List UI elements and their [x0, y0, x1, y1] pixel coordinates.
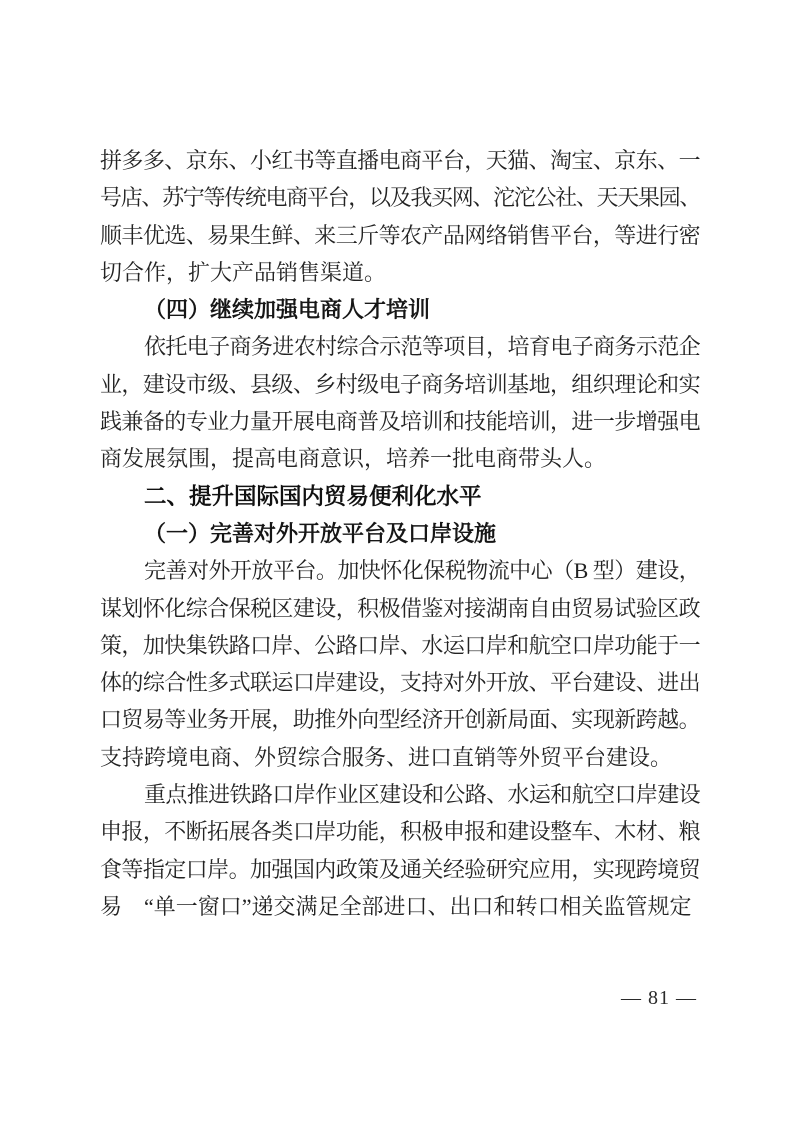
text-line: 完善对外开放平台。加快怀化保税物流中心（B 型）建设， [144, 558, 701, 584]
text-line: 业，建设市级、县级、乡村级电子商务培训基地，组织理论和实 [100, 371, 701, 397]
text-line: 申报，不断拓展各类口岸功能，积极申报和建设整车、木材、粮 [100, 819, 701, 845]
text-line: 谋划怀化综合保税区建设，积极借鉴对接湖南自由贸易试验区政 [100, 595, 701, 621]
text-line: 践兼备的专业力量开展电商普及培训和技能培训，进一步增强电 [100, 409, 701, 435]
page-number: — 81 — [621, 987, 697, 1009]
text-line: 口贸易等业务开展，助推外向型经济开创新局面、实现新跨越。 [100, 707, 701, 733]
section-heading: （一）完善对外开放平台及口岸设施 [144, 520, 497, 546]
text-line: 依托电子商务进农村综合示范等项目，培育电子商务示范企 [144, 334, 701, 360]
text-line: 重点推进铁路口岸作业区建设和公路、水运和航空口岸建设 [144, 782, 701, 808]
text-line: 拼多多、京东、小红书等直播电商平台，天猫、淘宝、京东、一 [100, 148, 701, 173]
text-line: 顺丰优选、易果生鲜、来三斤等农产品网络销售平台，等进行密 [100, 222, 701, 248]
text-line: 易 “单一窗口”递交满足全部进口、出口和转口相关监管规定 [100, 893, 692, 919]
section-heading: （四）继续加强电商人才培训 [144, 297, 431, 323]
text-line: 支持跨境电商、外贸综合服务、进口直销等外贸平台建设。 [100, 744, 673, 770]
text-line: 号店、苏宁等传统电商平台，以及我买网、沱沱公社、天天果园、 [100, 185, 701, 211]
section-heading: 二、提升国际国内贸易便利化水平 [144, 483, 482, 509]
text-block [100, 142, 700, 925]
text-line: 商发展氛围，提高电商意识，培养一批电商带头人。 [100, 446, 607, 472]
text-line: 切合作，扩大产品销售渠道。 [100, 259, 387, 285]
text-line: 策，加快集铁路口岸、公路口岸、水运口岸和航空口岸功能于一 [100, 632, 701, 658]
text-line: 体的综合性多式联运口岸建设，支持对外开放、平台建设、进出 [100, 670, 701, 696]
text-line: 食等指定口岸。加强国内政策及通关经验研究应用，实现跨境贸 [100, 856, 701, 882]
